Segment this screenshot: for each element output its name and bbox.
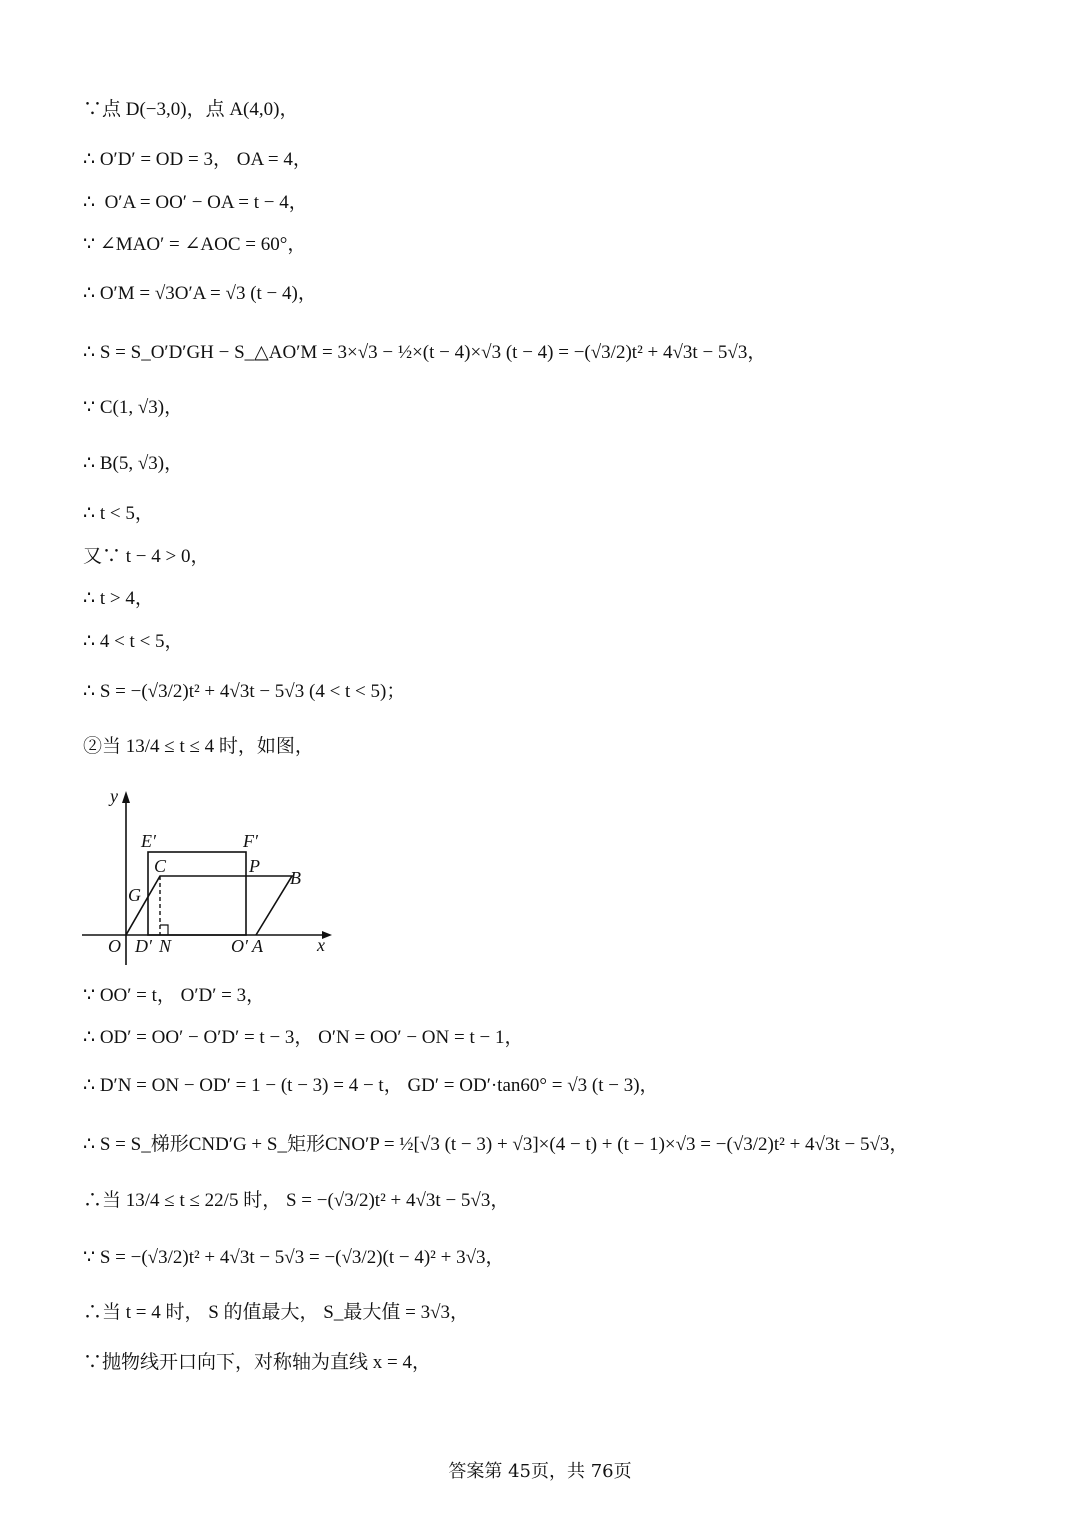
line-10: 又∵ t − 4 > 0， (83, 546, 210, 567)
label-o-prime: O′ (231, 936, 248, 956)
line-21: ∴当 t = 4 时， S 的值最大， S_最大值 = 3√3， (83, 1302, 470, 1323)
line-19: ∴当 13/4 ≤ t ≤ 22/5 时， S = −(√3/2)t² + 4√3t − 5√3， (83, 1190, 510, 1211)
label-c: C (154, 856, 167, 876)
line-9: ∴ t < 5， (83, 503, 154, 524)
label-a: A (252, 936, 263, 956)
label-b: B (290, 868, 301, 888)
line-4: ∵ ∠MAO′ = ∠AOC = 60°， (83, 234, 307, 255)
label-o: O (108, 936, 121, 956)
line-6: ∴ S = S_O′D′GH − S_△AO′M = 3×√3 − ½×(t − 4)×√3 (t − 4) = −(√3/2)t² + 4√3t − 5√3， (83, 342, 767, 363)
page-footer: 答案第 45页，共 76页 (448, 1461, 632, 1482)
line-15: ∵ OO′ = t， O′D′ = 3， (83, 985, 266, 1006)
line-12: ∴ 4 < t < 5， (83, 631, 184, 652)
label-x: x (317, 935, 325, 955)
line-3: ∴ O′A = OO′ − OA = t − 4， (83, 192, 308, 213)
line-11: ∴ t > 4， (83, 588, 154, 609)
line-5: ∴ O′M = √3O′A = √3 (t − 4)， (83, 283, 317, 304)
parallelogram-ocba (126, 876, 292, 935)
label-d: D′ (135, 936, 152, 956)
line-2: ∴ O′D′ = OD = 3， OA = 4， (83, 149, 312, 170)
y-axis-arrow (122, 791, 130, 803)
line-13: ∴ S = −(√3/2)t² + 4√3t − 5√3 (4 < t < 5)； (83, 681, 406, 702)
geometry-figure (78, 783, 340, 971)
right-angle-mark (160, 925, 168, 935)
label-f: F′ (243, 831, 258, 851)
line-8: ∴ B(5, √3)， (83, 453, 184, 474)
line-14: ②当 13/4 ≤ t ≤ 4 时，如图， (83, 736, 314, 757)
line-16: ∴ OD′ = OO′ − O′D′ = t − 3， O′N = OO′ − ON = t − 1， (83, 1027, 524, 1048)
label-p: P (249, 856, 260, 876)
label-y: y (110, 786, 118, 806)
line-17: ∴ D′N = ON − OD′ = 1 − (t − 3) = 4 − t， GD′ = OD′·tan60° = √3 (t − 3)， (83, 1075, 659, 1096)
label-g: G (128, 885, 141, 905)
line-22: ∵抛物线开口向下，对称轴为直线 x = 4， (83, 1352, 431, 1373)
line-18: ∴ S = S_梯形CND′G + S_矩形CNO′P = ½[√3 (t − 3) + √3]×(4 − t) + (t − 1)×√3 = −(√3/2)t² + 4√3t − 5√3， (83, 1134, 909, 1155)
label-n: N (159, 936, 172, 956)
label-e: E′ (141, 831, 156, 851)
line-1: ∵点 D(−3,0)，点 A(4,0)， (83, 99, 299, 120)
line-7: ∵ C(1, √3)， (83, 397, 184, 418)
line-20: ∵ S = −(√3/2)t² + 4√3t − 5√3 = −(√3/2)(t − 4)² + 3√3， (83, 1247, 505, 1268)
